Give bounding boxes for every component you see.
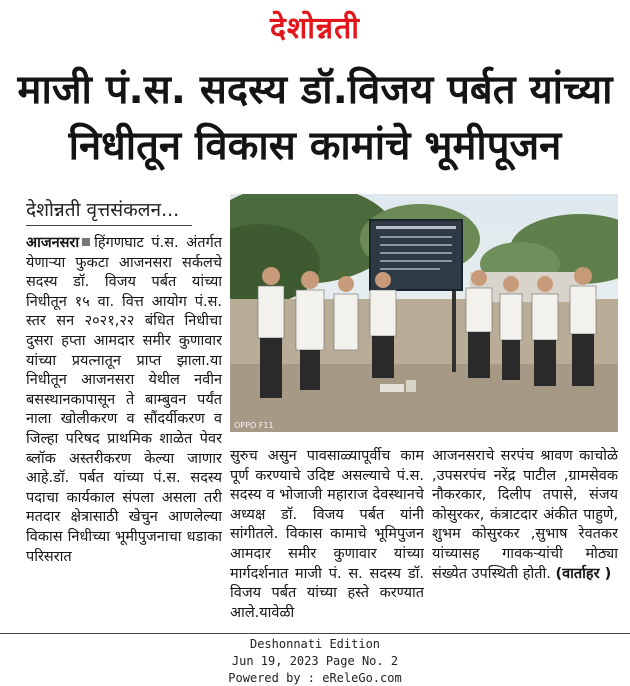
article-column-3 <box>432 447 618 637</box>
footer-powered-by[interactable]: Powered by : eReleGo.com <box>228 671 402 685</box>
footer-edition: Deshonnati Edition <box>249 637 381 651</box>
footer-divider <box>0 633 630 634</box>
article-col3-text: आजनसराचे सरपंच श्रावण काचोळे ,उपसरपंच नरेंद्र पाटील ,ग्रामसेवक नौकरकार, दिलीप तपासे, संजय कोसुरकर, कंत्राटदार अंकीत पाहुणे, शुभम कोसुरकर ,सुभाष रेवतकर यांच्यासह गावकऱ्यांची मोठ्या संख्येत उपस्थिती होती. <box>432 448 618 582</box>
dateline-square-icon <box>82 238 90 246</box>
photo-watermark: OPPO F11 <box>234 421 274 430</box>
headline-line-1: माजी पं.स. सदस्य डॉ.विजय पर्बत यांच्या <box>17 67 613 113</box>
footer-date-page: Jun 19, 2023 Page No. 2 <box>231 654 399 668</box>
article-dateline: आजनसरा <box>26 235 80 251</box>
byline-divider <box>26 225 192 226</box>
article-column-2: सुरुच असुन पावसाळ्यापूर्वीच काम पूर्ण करण्याचे उदिष्ट असल्याचे पं.स. सदस्य व भोजाजी महाराज देवस्थानचे अध्यक्ष डॉ. विजय पर्बत यांनी सांगीतले. विकास कामाचे भूमिपुजन आमदार समीर कुणावार यांच्या मार्गदर्शनात माजी पं. स. सदस्य डॉ. विजय पर्बत यांच्या हस्ते करण्यात आले.यावेळी <box>230 448 424 621</box>
article-credit: (वार्ताहर ) <box>555 565 612 582</box>
article-column-1 <box>26 234 222 632</box>
headline-line-2: निधीतून विकास कामांचे भूमीपूजन <box>68 123 562 169</box>
masthead-logo: देशोन्नती <box>269 11 361 46</box>
article-col1-text: हिंगणघाट पं.स. अंतर्गत येणाऱ्या फुकटा आजनसरा सर्कलचे सदस्य डॉ. विजय पर्बत यांच्या निधीतून १५ वा. वित्त आयोग पं.स. स्तर सन २०२१,२२ बंधित निधीचा दुसरा हप्ता आमदार समीर कुणावार यांच्या प्रयत्नातून प्राप्त झाला.या निधीतून आजनसरा येथील नवीन बसस्थानकापासून ते बाम्बुवन पर्यंत नाला खोलीकरण व सौंदर्यीकरण व जिल्हा परिषद प्राथमिक शाळेत पेवर ब्लॉक अस्तरीकरण केल्या जाणार आहे.डॉ. पर्बत यांच्या पं.स. सदस्य पदाचा कार्यकाल संपला असला तरी मतदार क्षेत्रासाठी खेचुन आणलेल्या विकास निधीच्या भूमीपुजनाचा धडाका परिसरात <box>26 235 222 565</box>
news-photo <box>230 194 618 432</box>
byline: देशोन्नती वृत्तसंकलन... <box>26 199 180 221</box>
